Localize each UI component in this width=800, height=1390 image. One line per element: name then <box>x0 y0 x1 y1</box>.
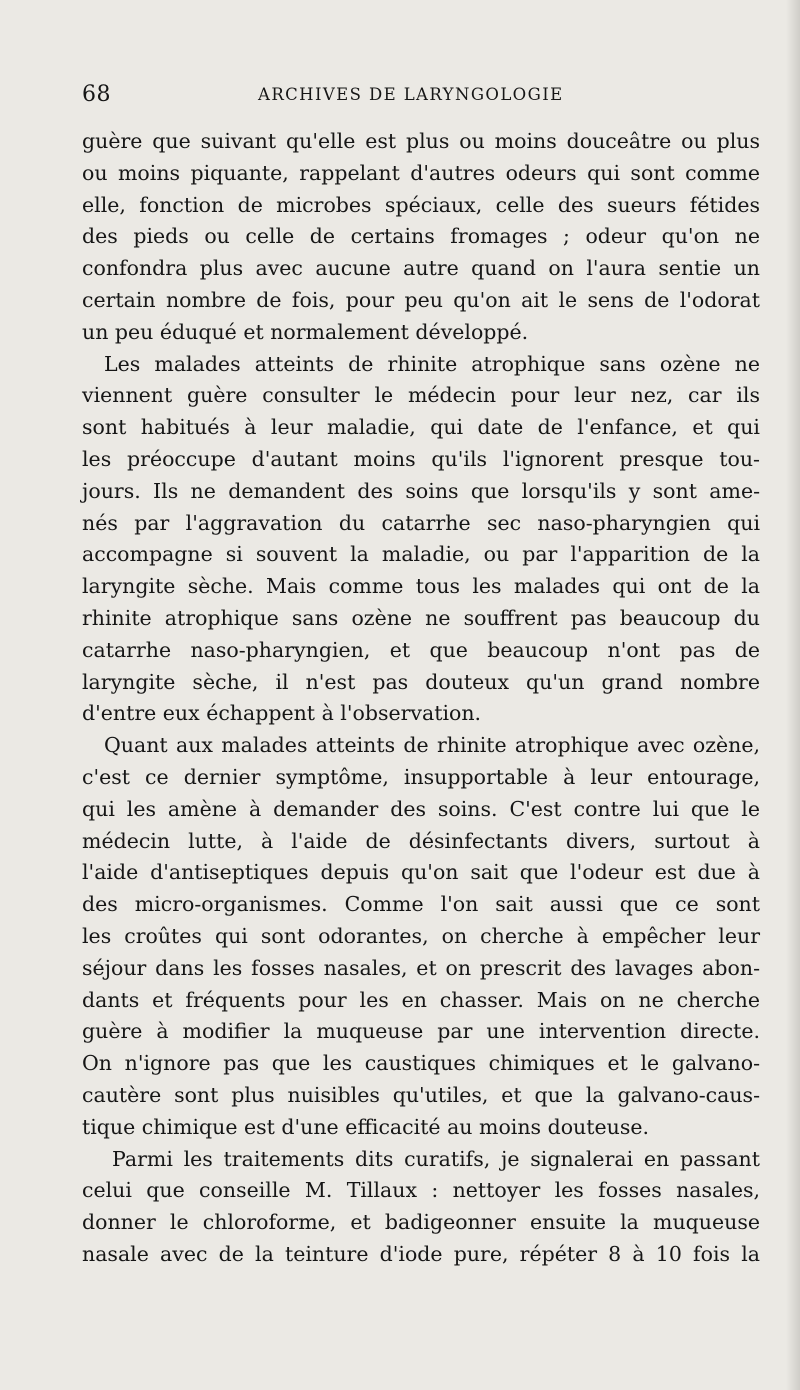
text-line: les préoccupe d'autant moins qu'ils l'ignorent presque tou- <box>82 446 760 471</box>
text-line: nés par l'aggravation du catarrhe sec naso-pharyngien qui <box>82 510 760 535</box>
text-line: médecin lutte, à l'aide de désinfectants divers, surtout à <box>82 828 760 853</box>
paragraph-4 <box>82 1144 760 1271</box>
text-line: accompagne si souvent la maladie, ou par l'apparition de la <box>82 542 760 567</box>
text-line: des pieds ou celle de certains fromages ; odeur qu'on ne <box>82 224 760 249</box>
text-line: laryngite sèche, il n'est pas douteux qu'un grand nombre <box>82 669 760 694</box>
text-line: jours. Ils ne demandent des soins que lorsqu'ils y sont ame- <box>82 478 760 503</box>
page-gutter-shadow <box>786 0 800 1390</box>
running-title: ARCHIVES DE LARYNGOLOGIE <box>258 85 564 104</box>
body-text <box>82 126 760 1271</box>
text-line: guère que suivant qu'elle est plus ou moins douceâtre ou plus <box>82 129 760 153</box>
text-line: d'entre eux échappent à l'observation. <box>82 701 482 726</box>
text-line: cautère sont plus nuisibles qu'utiles, et que la galvano-caus- <box>82 1082 760 1107</box>
text-line: laryngite sèche. Mais comme tous les malades qui ont de la <box>82 574 760 599</box>
text-line: celui que conseille M. Tillaux : nettoyer les fosses nasales, <box>82 1178 760 1203</box>
text-line: c'est ce dernier symptôme, insupportable à leur entourage, <box>82 764 760 789</box>
text-line: catarrhe naso-pharyngien, et que beaucoup n'ont pas de <box>82 637 760 662</box>
text-line: un peu éduqué et normalement développé. <box>82 319 529 344</box>
page-number: 68 <box>82 82 111 107</box>
text-line: On n'ignore pas que les caustiques chimiques et le galvano- <box>82 1051 760 1076</box>
text-line: dants et fréquents pour les en chasser. Mais on ne cherche <box>82 987 760 1012</box>
paragraph-1 <box>82 126 760 349</box>
text-line: Les malades atteints de rhinite atrophique sans ozène ne <box>104 351 760 376</box>
text-line: rhinite atrophique sans ozène ne souffrent pas beaucoup du <box>82 605 760 630</box>
text-line: nasale avec de la teinture d'iode pure, répéter 8 à 10 fois la <box>82 1241 760 1266</box>
text-line: sont habitués à leur maladie, qui date de l'enfance, et qui <box>82 415 760 440</box>
text-line: les croûtes qui sont odorantes, on cherche à empêcher leur <box>82 923 760 948</box>
paragraph-3 <box>82 730 760 1143</box>
text-line: certain nombre de fois, pour peu qu'on ait le sens de l'odorat <box>82 287 760 312</box>
page-header <box>82 82 762 112</box>
text-line: ou moins piquante, rappelant d'autres odeurs qui sont comme <box>82 160 760 185</box>
text-line: l'aide d'antiseptiques depuis qu'on sait que l'odeur est due à <box>82 860 760 885</box>
text-line: confondra plus avec aucune autre quand on l'aura sentie un <box>82 256 760 281</box>
text-line: elle, fonction de microbes spéciaux, celle des sueurs fétides <box>82 192 760 217</box>
text-line: Parmi les traitements dits curatifs, je signalerai en passant <box>112 1146 760 1171</box>
text-line: guère à modifier la muqueuse par une intervention directe. <box>82 1019 760 1044</box>
text-line: des micro-organismes. Comme l'on sait aussi que ce sont <box>82 892 760 917</box>
text-line: séjour dans les fosses nasales, et on prescrit des lavages abon- <box>82 955 760 980</box>
text-line: tique chimique est d'une efficacité au moins douteuse. <box>82 1114 650 1139</box>
text-line: Quant aux malades atteints de rhinite atrophique avec ozène, <box>104 733 760 758</box>
text-line: donner le chloroforme, et badigeonner ensuite la muqueuse <box>82 1210 760 1235</box>
text-line: qui les amène à demander des soins. C'est contre lui que le <box>82 796 760 821</box>
text-line: viennent guère consulter le médecin pour leur nez, car ils <box>82 383 760 408</box>
paragraph-2 <box>82 349 760 731</box>
